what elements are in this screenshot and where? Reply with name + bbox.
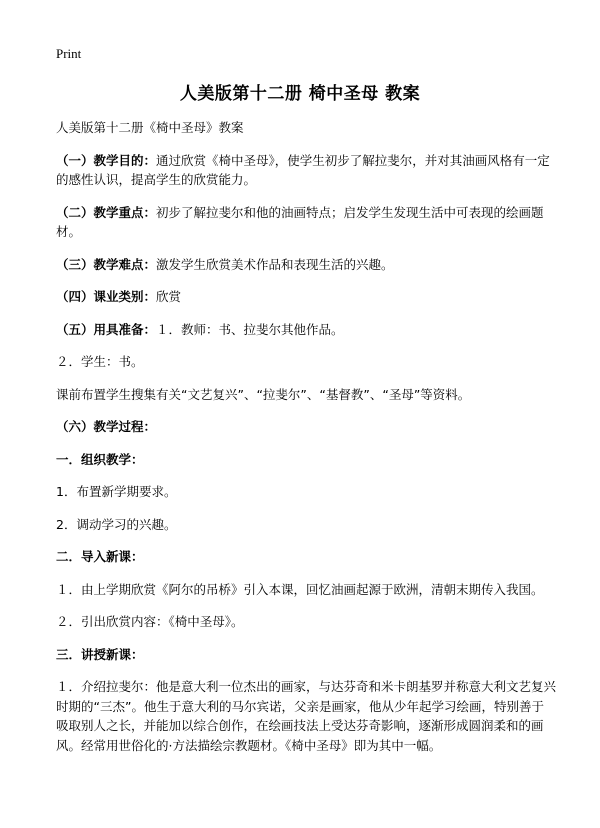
preparation-note: 课前布置学生搜集有关“文艺复兴”、“拉斐尔”、“基督教”、“圣母”等资料。 bbox=[56, 386, 471, 402]
section-text: １．教师：书、拉斐尔其他作品。 bbox=[156, 321, 344, 337]
section-label: （五）用具准备： bbox=[56, 321, 157, 337]
section-text: 通过欣赏《椅中圣母》，使学生初步了解拉斐尔，并对其油画风格有一定的感性认识，提高学生的欣赏能力。 bbox=[56, 152, 550, 187]
section-label: （一）教学目的： bbox=[56, 152, 157, 168]
section-objectives bbox=[56, 151, 556, 190]
section-difficulties bbox=[56, 255, 556, 275]
section-text: 激发学生欣赏美术作品和表现生活的兴趣。 bbox=[156, 256, 394, 272]
list-item: １．由上学期欣赏《阿尔的吊桥》引入本课，回忆油画起源于欧洲，清朝末期传入我国。 bbox=[56, 581, 544, 597]
list-item: ２．引出欣赏内容：《椅中圣母》。 bbox=[56, 614, 244, 629]
list-item: 1．布置新学期要求。 bbox=[56, 484, 177, 499]
step-heading-teach: 三．讲授新课： bbox=[56, 646, 144, 662]
section-materials bbox=[56, 320, 556, 340]
step-heading-organize: 一．组织教学： bbox=[56, 451, 144, 467]
section-label: （二）教学重点： bbox=[56, 204, 157, 220]
materials-students: ２．学生：书。 bbox=[56, 354, 144, 369]
section-text: 初步了解拉斐尔和他的油画特点；启发学生发现生活中可表现的绘画题材。 bbox=[56, 204, 544, 239]
list-item: １．介绍拉斐尔：他是意大利一位杰出的画家，与达芬奇和米卡朗基罗并称意大利文艺复兴时期的“三杰”。他生于意大利的马尔宾诺，父亲是画家，他从少年起学习绘画，特别善于吸取别人之长，并能加以综合创作，在绘画技法上受达芬奇影响，逐渐形成圆润柔和的画风。经常用世俗化的·方法描绘宗教题材。《椅中圣母》即为其中一幅。 bbox=[56, 679, 557, 753]
document-subtitle: 人美版第十二册《椅中圣母》教案 bbox=[56, 120, 244, 135]
section-text: 欣赏 bbox=[156, 289, 182, 304]
section-label: （三）教学难点： bbox=[56, 256, 157, 272]
document-body bbox=[56, 118, 556, 768]
section-label: （六）教学过程： bbox=[56, 419, 157, 434]
print-label: Print bbox=[56, 46, 82, 61]
list-item: 2．调动学习的兴趣。 bbox=[56, 516, 177, 532]
step-heading-intro: 二．导入新课： bbox=[56, 549, 144, 564]
document-title: 人美版第十二册 椅中圣母 教案 bbox=[179, 84, 421, 104]
section-process bbox=[56, 417, 556, 437]
section-category bbox=[56, 287, 556, 307]
section-key-points bbox=[56, 203, 556, 242]
section-label: （四）课业类别： bbox=[56, 289, 157, 304]
